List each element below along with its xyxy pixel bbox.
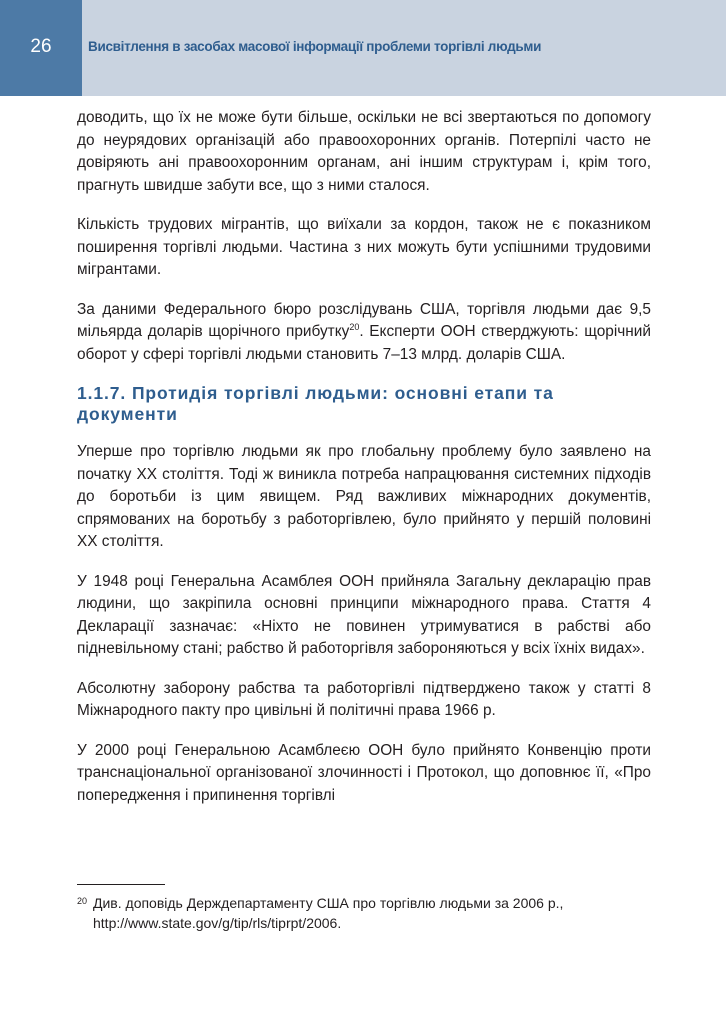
paragraph-3-text-before: За даними Федерального бюро розслідувань США, торгівля людьми дає 9,5 мільярда доларів щорічного прибутку [77, 300, 651, 340]
paragraph-5: У 1948 році Генеральна Асамблея ООН прийняла Загальну декларацію прав людини, що закріпила основні принципи міжнародного права. Стаття 4 Декларації зазначає: «Ніхто не повинен утримуватися в рабстві або підневільному стані; рабство й работоргівля забороняються у всіх їхніх видах». [77, 572, 651, 657]
footnote-text: Див. доповідь Держдепартаменту США про торгівлю людьми за 2006 р., http://www.state.gov/g/tip/rls/tiprpt/2006. [93, 895, 564, 931]
paragraph-1: доводить, що їх не може бути більше, оскільки не всі звертаються по допомогу до неурядових організацій або правоохоронних органів. Потерпілі часто не довіряють ані правоохоронним органам, ані іншим структурам і, крім того, прагнуть швидше забути все, що з ними сталося. [77, 109, 651, 194]
paragraph-3 [77, 299, 651, 367]
paragraph-2: Кількість трудових мігрантів, що виїхали за кордон, також не є показником поширення торгівлі людьми. Частина з них можуть бути успішними трудовими мігрантами. [77, 216, 651, 278]
footnote-reference: 20 [349, 322, 360, 332]
footnote-number: 20 [77, 896, 88, 906]
page-number: 26 [30, 36, 52, 57]
footnote-separator [77, 884, 165, 885]
paragraph-6: Абсолютну заборону рабства та работоргівлі підтверджено також у статті 8 Міжнародного пакту про цивільні й політичні права 1966 р. [77, 679, 651, 719]
page-number-box [0, 0, 82, 96]
main-text [77, 107, 651, 824]
section-heading: 1.1.7. Протидія торгівлі людьми: основні етапи та документи [77, 383, 554, 424]
footnote [77, 893, 651, 933]
running-title: Висвітлення в засобах масової інформації проблеми торгівлі людьми [88, 39, 542, 54]
paragraph-3-text-after: . Експерти ООН стверджують: щорічний оборот у сфері торгівлі людьми становить 7–13 млрд. доларів США. [77, 323, 651, 363]
page-header [0, 0, 726, 96]
paragraph-4: Уперше про торгівлю людьми як про глобальну проблему було заявлено на початку ХХ століття. Тоді ж виникла потреба напрацювання системних підходів до боротьби із цим явищем. Ряд важливих міжнародних документів, спрямованих на боротьбу з работоргівлею, було прийнято у першій половині ХХ століття. [77, 443, 651, 550]
paragraph-7: У 2000 році Генеральною Асамблеєю ООН було прийнято Конвенцію проти транснаціональної організованої злочинності і Протокол, що доповнює її, «Про попередження і припинення торгівлі [77, 741, 651, 804]
